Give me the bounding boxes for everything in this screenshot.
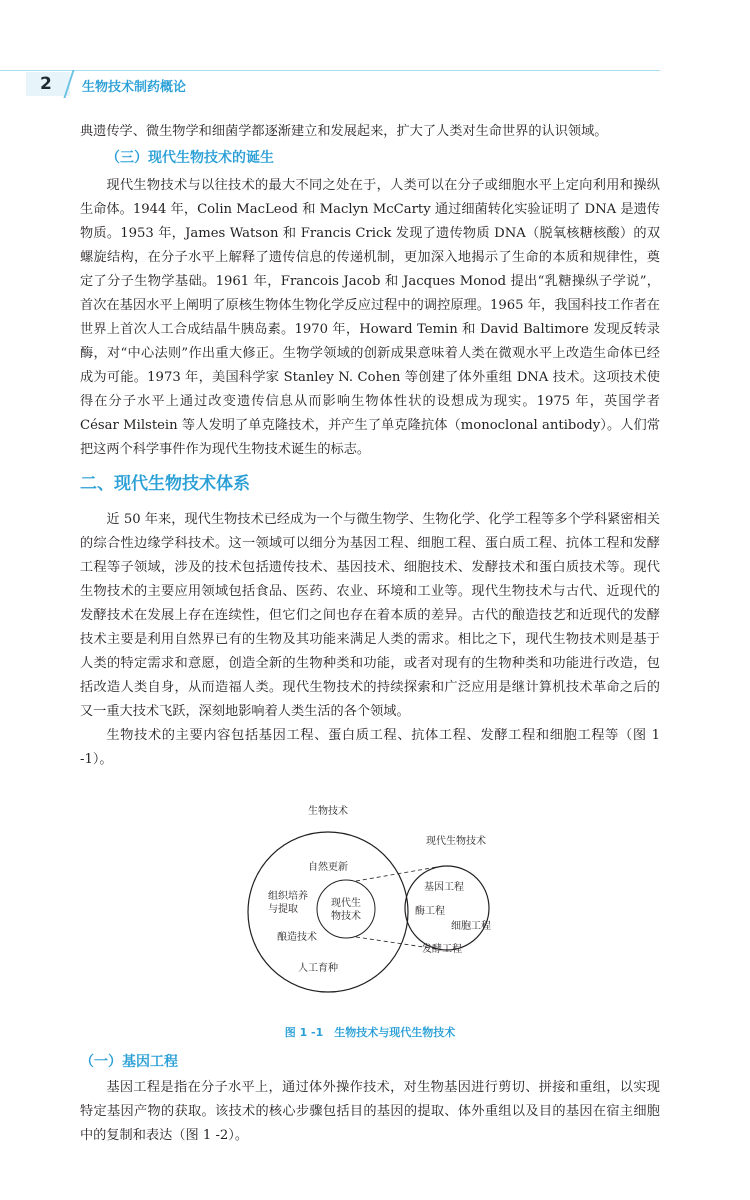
connector-top xyxy=(356,867,437,881)
label-fermentation-engineering: 发酵工程 xyxy=(422,944,462,955)
page-number: 2 xyxy=(40,74,52,94)
heading-biotech-system: 二、现代生物技术体系 xyxy=(80,474,250,494)
label-modern-biotech-inner-1: 现代生 xyxy=(331,898,361,909)
paragraph-system: 近 50 年来，现代生物技术已经成为一个与微生物学、生物化学、化学工程等多个学科紧密相关的综合性边缘学科技术。这一领域可以细分为基因工程、细胞工程、蛋白质工程、抗体工程和发酵工程等子领域，涉及的技术包括遗传技术、基因技术、细胞技术、发酵技术和蛋白质技术等。现代生物技术的主要应用领域包括食品、医药、农业、环境和工业等。现代生物技术与古代、近现代的发酵技术在发展上存在连续性，但它们之间也存在着本质的差异。古代的酿造技艺和近现代的发酵技术主要是利用自然界已有的生物及其功能来满足人类的需求。相比之下，现代生物技术则是基于人类的特定需求和意愿，创造全新的生物种类和功能，或者对现有的生物种类和功能进行改造，包括改造人类自身，从而造福人类。现代生物技术的持续探索和广泛应用是继计算机技术革命之后的又一重大技术飞跃，深刻地影响着人类生活的各个领域。 xyxy=(80,512,660,719)
label-modern-biotech-inner-2: 物技术 xyxy=(331,911,361,922)
label-tissue-culture-line1: 组织培养 xyxy=(268,891,308,902)
label-natural-renewal: 自然更新 xyxy=(308,862,348,873)
label-genetic-engineering: 基因工程 xyxy=(424,882,464,893)
heading-birth-of-modern-biotech: （三）现代生物技术的诞生 xyxy=(106,150,274,166)
header-rule xyxy=(0,70,660,71)
label-cell-engineering: 细胞工程 xyxy=(451,921,491,932)
paragraph-genetic-engineering: 基因工程是指在分子水平上，通过体外操作技术，对生物基因进行剪切、拼接和重组，以实现特定基因产物的获取。该技术的核心步骤包括目的基因的提取、体外重组以及目的基因在宿主细胞中的复制和表达（图 1 -2）。 xyxy=(80,1080,660,1143)
label-enzyme-engineering: 酶工程 xyxy=(415,906,445,917)
label-biotech: 生物技术 xyxy=(308,806,348,817)
paragraph-main-content: 生物技术的主要内容包括基因工程、蛋白质工程、抗体工程、发酵工程和细胞工程等（图 1 -1）。 xyxy=(80,728,660,767)
label-modern-biotech-right: 现代生物技术 xyxy=(426,836,486,847)
book-title: 生物技术制药概论 xyxy=(82,80,187,95)
figure-1-1 xyxy=(80,774,660,1024)
venn-diagram xyxy=(80,774,660,1024)
paragraph-history: 现代生物技术与以往技术的最大不同之处在于，人类可以在分子或细胞水平上定向利用和操纵生命体。1944 年，Colin MacLeod 和 Maclyn McCarty 通过细菌转化实验证明了 DNA 是遗传物质。1953 年，James Watson 和 Francis Crick 发现了遗传物质 DNA（脱氧核糖核酸）的双螺旋结构，在分子水平上解释了遗传信息的传递机制，更加深入地揭示了生命的本质和规律性，奠定了分子生物学基础。1961 年，Francois Jacob 和 Jacques Monod 提出“乳糖操纵子学说”，首次在基因水平上阐明了原核生物体生物化学反应过程中的调控原理。1965 年，我国科技工作者在世界上首次人工合成结晶牛胰岛素。1970 年，Howard Temin 和 David Baltimore 发现反转录酶，对“中心法则”作出重大修正。生物学领域的创新成果意味着人类在微观水平上改造生命体已经成为可能。1973 年，美国科学家 Stanley N. Cohen 等创建了体外重组 DNA 技术。这项技术使得在分子水平上通过改变遗传信息从而影响生物体性状的设想成为现实。1975 年，英国学者 César Milstein 等人发明了单克隆技术，并产生了单克隆抗体（monoclonal antibody）。人们常把这两个科学事件作为现代生物技术诞生的标志。 xyxy=(80,178,660,457)
label-brewing: 酿造技术 xyxy=(277,932,317,943)
heading-genetic-engineering: （一）基因工程 xyxy=(80,1054,178,1070)
modern-biotech-small-circle xyxy=(317,880,375,938)
paragraph-intro: 典遗传学、微生物学和细菌学都逐渐建立和发展起来，扩大了人类对生命世界的认识领域。 xyxy=(80,124,608,139)
page-content xyxy=(80,120,660,1148)
figure-caption: 图 1 -1 生物技术与现代生物技术 xyxy=(284,1026,456,1039)
label-artificial-breeding: 人工育种 xyxy=(298,963,338,974)
label-tissue-culture-line2: 与提取 xyxy=(268,904,298,915)
